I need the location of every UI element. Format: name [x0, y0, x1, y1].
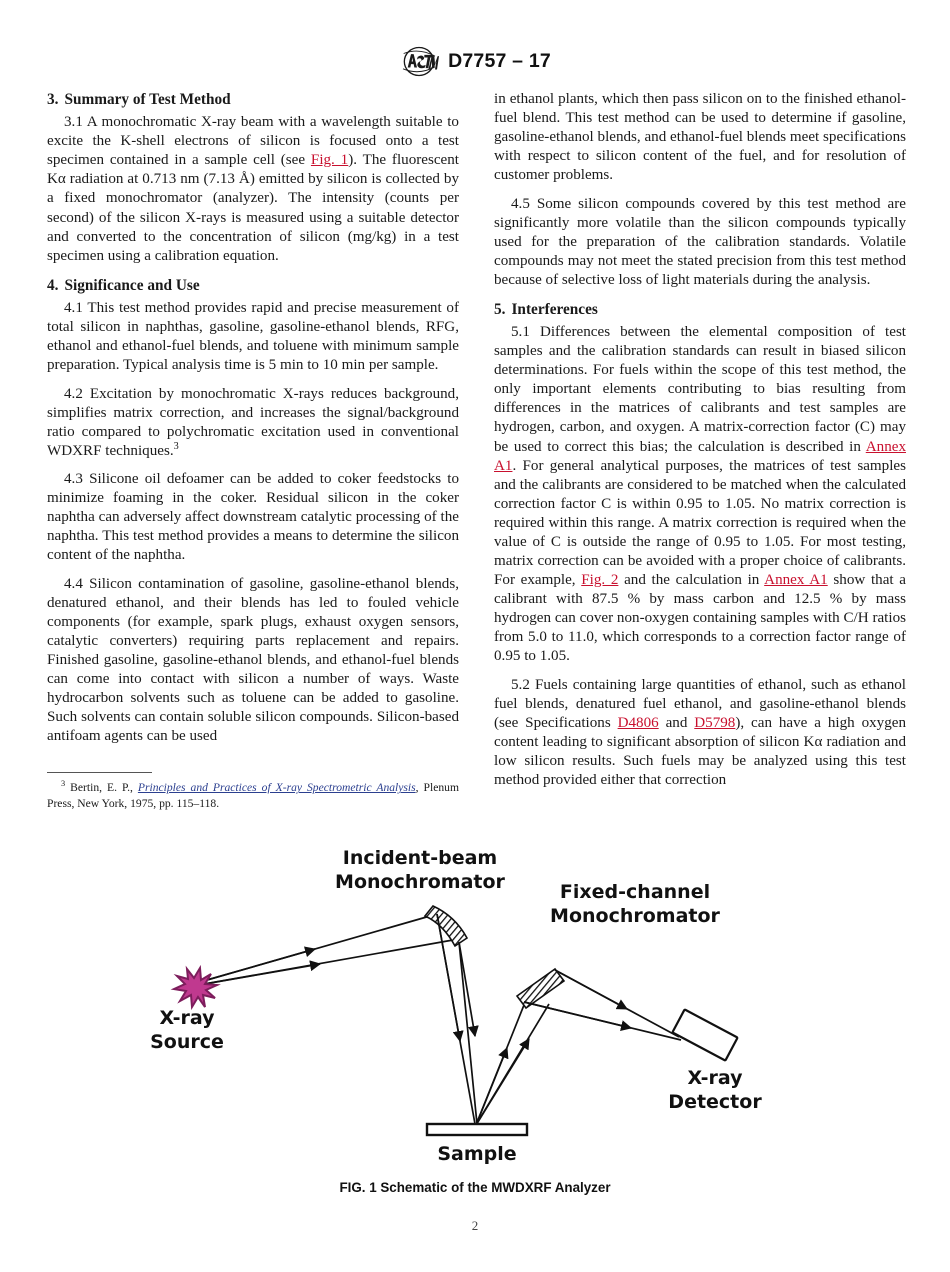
- x-ray-source-starburst: [174, 968, 217, 1007]
- label-detector-line1: X-ray: [687, 1067, 743, 1089]
- astm-logo-icon: [399, 46, 439, 77]
- paragraph-4-4: [47, 575, 459, 746]
- page-number: 2: [471, 1218, 479, 1233]
- footnote-title-link[interactable]: Principles and Practices of X-ray Spectrometric Analysis: [137, 781, 416, 795]
- paragraph-5-1: [494, 323, 906, 666]
- para-3-1-text-before: A monochromatic X-ray beam with a wavelength suitable to excite the K-shell electrons of silicon is focused onto a test specimen contained in a sample cell (see: [47, 114, 459, 169]
- footnote-block: [47, 772, 459, 811]
- paragraph-4-5: [494, 195, 906, 290]
- para-3-1-text-after: ). The fluorescent Kα radiation at 0.713 nm (7.13 Å) emitted by silicon is collected by a fixed monochromator (analyzer). The intensity (counts per second) of the silicon X-rays is measured using a suitable detector and converted to the concentration of silicon (mg/kg) in a test specimen using a calibration equation.: [47, 152, 459, 264]
- figure-1-schematic: [115, 836, 835, 1176]
- x-ray-detector-body: [672, 1009, 737, 1060]
- label-fixed-monochromator-line2: Monochromator: [550, 905, 720, 927]
- para-5-2-part3: ), can have a high oxygen content leading to significant absorption of silicon Kα radiation and low silicon results. Such fuels may be analyzed using this test method provided either that correction: [494, 714, 907, 788]
- xref-fig-1[interactable]: Fig. 1: [310, 152, 349, 169]
- xref-fig-2[interactable]: Fig. 2: [581, 571, 619, 588]
- section-4-title: Significance and Use: [64, 276, 200, 294]
- para-4-2-text: Excitation by monochromatic X-rays reduces background, simplifies matrix correction, and increases the signal/background ratio compared to polychromatic excitation used in conventional WDXRF techniques.: [47, 385, 459, 459]
- footnote-marker-3[interactable]: 3: [173, 440, 179, 452]
- sample-holder: [427, 1124, 527, 1135]
- figure-1: [0, 836, 950, 1195]
- footnote-author: Bertin, E. P.,: [65, 781, 138, 795]
- xref-spec-d5798[interactable]: D5798: [694, 714, 736, 731]
- section-heading-5: [494, 300, 906, 319]
- beam-source-to-incident-mono: [193, 914, 453, 986]
- paragraph-4-1: [47, 299, 459, 375]
- para-4-1-text: This test method provides rapid and precise measurement of total silicon in naphthas, gasoline, gasoline-ethanol blends, RFG, ethanol and ethanol-fuel blends, and toluene with minimum sample preparation. Typical analysis time is 5 min to 10 min per sample.: [47, 299, 459, 374]
- para-4-4-text: Silicon contamination of gasoline, gasoline-ethanol blends, denatured ethanol, and their blends has led to fouled vehicle components (for example, spark plugs, exhaust oxygen sensors, catalytic converters) requiring parts replacement and repairs. Finished gasoline, gasoline-ethanol blends, and ethanol-fuel blends can come into contact with silicon a number of ways. Waste hydrocarbon solvents such as toluene can be added to gasoline. Such solvents can contain soluble silicon compounds. Silicon-based antifoam agents can be used: [47, 576, 459, 745]
- para-4-4-number: 4.4: [64, 576, 83, 593]
- para-5-1-part2: . For general analytical purposes, the matrices of test samples and the calibrants are considered to be matched when the calculated correction factor C is within 0.95 to 1.05. No matrix correction is required within this range. A matrix correction is required when the value of C is outside the range of 0.95 to 1.05. For most testing, matrix correction can be avoided with a proper choice of calibrants. For example,: [494, 457, 906, 588]
- label-source-line2: Source: [150, 1031, 224, 1053]
- para-5-1-part4: show that a calibrant with 87.5 % by mass carbon and 12.5 % by mass hydrogen can cover non-oxygen containing samples with C/H ratios from 5.0 to 11.0, which corresponds to a correction factor range of 0.95 to 1.05.: [494, 571, 906, 665]
- beam-sample-to-fixed-mono: [476, 1004, 549, 1125]
- standard-designation: D7757 – 17: [448, 50, 551, 72]
- section-5-number: 5.: [494, 300, 506, 318]
- incident-beam-monochromator-crystal: [425, 906, 467, 946]
- para-5-1-part3: and the calculation in: [618, 571, 765, 588]
- paragraph-3-1: [47, 113, 459, 265]
- page-header: [0, 46, 950, 77]
- section-heading-3: [47, 90, 459, 109]
- para-4-1-number: 4.1: [64, 299, 83, 316]
- xref-spec-d4806[interactable]: D4806: [617, 714, 659, 731]
- left-column: [47, 90, 459, 811]
- paragraph-5-2: [494, 676, 906, 790]
- para-4-3-number: 4.3: [64, 471, 83, 488]
- para-4-5-text: Some silicon compounds covered by this test method are significantly more volatile than the silicon compounds typically used for the preparation of the calibration standards. Volatile compounds may not meet the stated precision from this test method because of selective loss of light materials during the analysis.: [494, 195, 906, 288]
- para-5-2-number: 5.2: [511, 676, 530, 693]
- section-3-number: 3.: [47, 91, 59, 108]
- label-detector-line2: Detector: [668, 1091, 762, 1113]
- para-5-1-number: 5.1: [511, 324, 530, 341]
- paragraph-4-3: [47, 470, 459, 565]
- footnote-3: [47, 780, 459, 811]
- paragraph-4-2: [47, 385, 459, 461]
- para-5-1-part1: Differences between the elemental composition of test samples and the calibration standards can result in biased silicon determinations. For fuels within the scope of this test method, the only important elements contributing to bias resulting from differences in the matrices of calibrants and test samples are hydrogen, carbon, and oxygen. A matrix-correction factor (C) may be used to correct this bias; the calculation is described in: [494, 324, 907, 455]
- body-columns: [47, 90, 907, 811]
- section-heading-4: [47, 276, 459, 295]
- footnote-number: 3: [61, 779, 66, 789]
- para-4-3-text: Silicone oil defoamer can be added to coker feedstocks to minimize foaming in the coker. Residual silicon in the coker naphtha can adversely affect downstream catalytic processing of the naphtha. This test method provides a means to determine the silicon content of the naphtha.: [47, 471, 459, 564]
- para-3-1-number: 3.1: [64, 114, 83, 131]
- xref-annex-a1-first[interactable]: Annex A1: [494, 438, 906, 474]
- section-4-number: 4.: [47, 276, 59, 294]
- xref-annex-a1-second[interactable]: Annex A1: [764, 571, 828, 588]
- footnote-publication: , Plenum Press, New York, 1975, pp. 115–118.: [47, 781, 459, 810]
- right-column: [494, 90, 906, 811]
- figure-1-caption: FIG. 1 Schematic of the MWDXRF Analyzer: [339, 1180, 611, 1195]
- para-4-2-number: 4.2: [64, 385, 83, 402]
- label-fixed-monochromator-line1: Fixed-channel: [559, 881, 711, 903]
- footnote-divider: [47, 772, 152, 773]
- section-3-title: Summary of Test Method: [64, 91, 231, 108]
- para-5-2-part1: Fuels containing large quantities of ethanol, such as ethanol fuel blends, denatured fuel ethanol, and gasoline-ethanol blends (see Specifications: [494, 676, 906, 731]
- label-incident-monochromator-line1: Incident-beam: [342, 847, 498, 869]
- label-source-line1: X-ray: [159, 1007, 215, 1029]
- section-5-title: Interferences: [511, 300, 598, 318]
- para-5-2-part2: and: [658, 714, 695, 731]
- label-incident-monochromator-line2: Monochromator: [335, 871, 505, 893]
- label-sample: Sample: [437, 1143, 517, 1165]
- para-4-4-cont-text: in ethanol plants, which then pass silicon on to the finished ethanol-fuel blend. This test method can be used to determine if gasoline, gasoline-ethanol blends, and ethanol-fuel blends meet specifications with respect to silicon content of the fuel, and for resolution of customer problems.: [494, 91, 907, 184]
- para-4-5-number: 4.5: [511, 195, 530, 212]
- paragraph-4-4-continuation: [494, 90, 906, 185]
